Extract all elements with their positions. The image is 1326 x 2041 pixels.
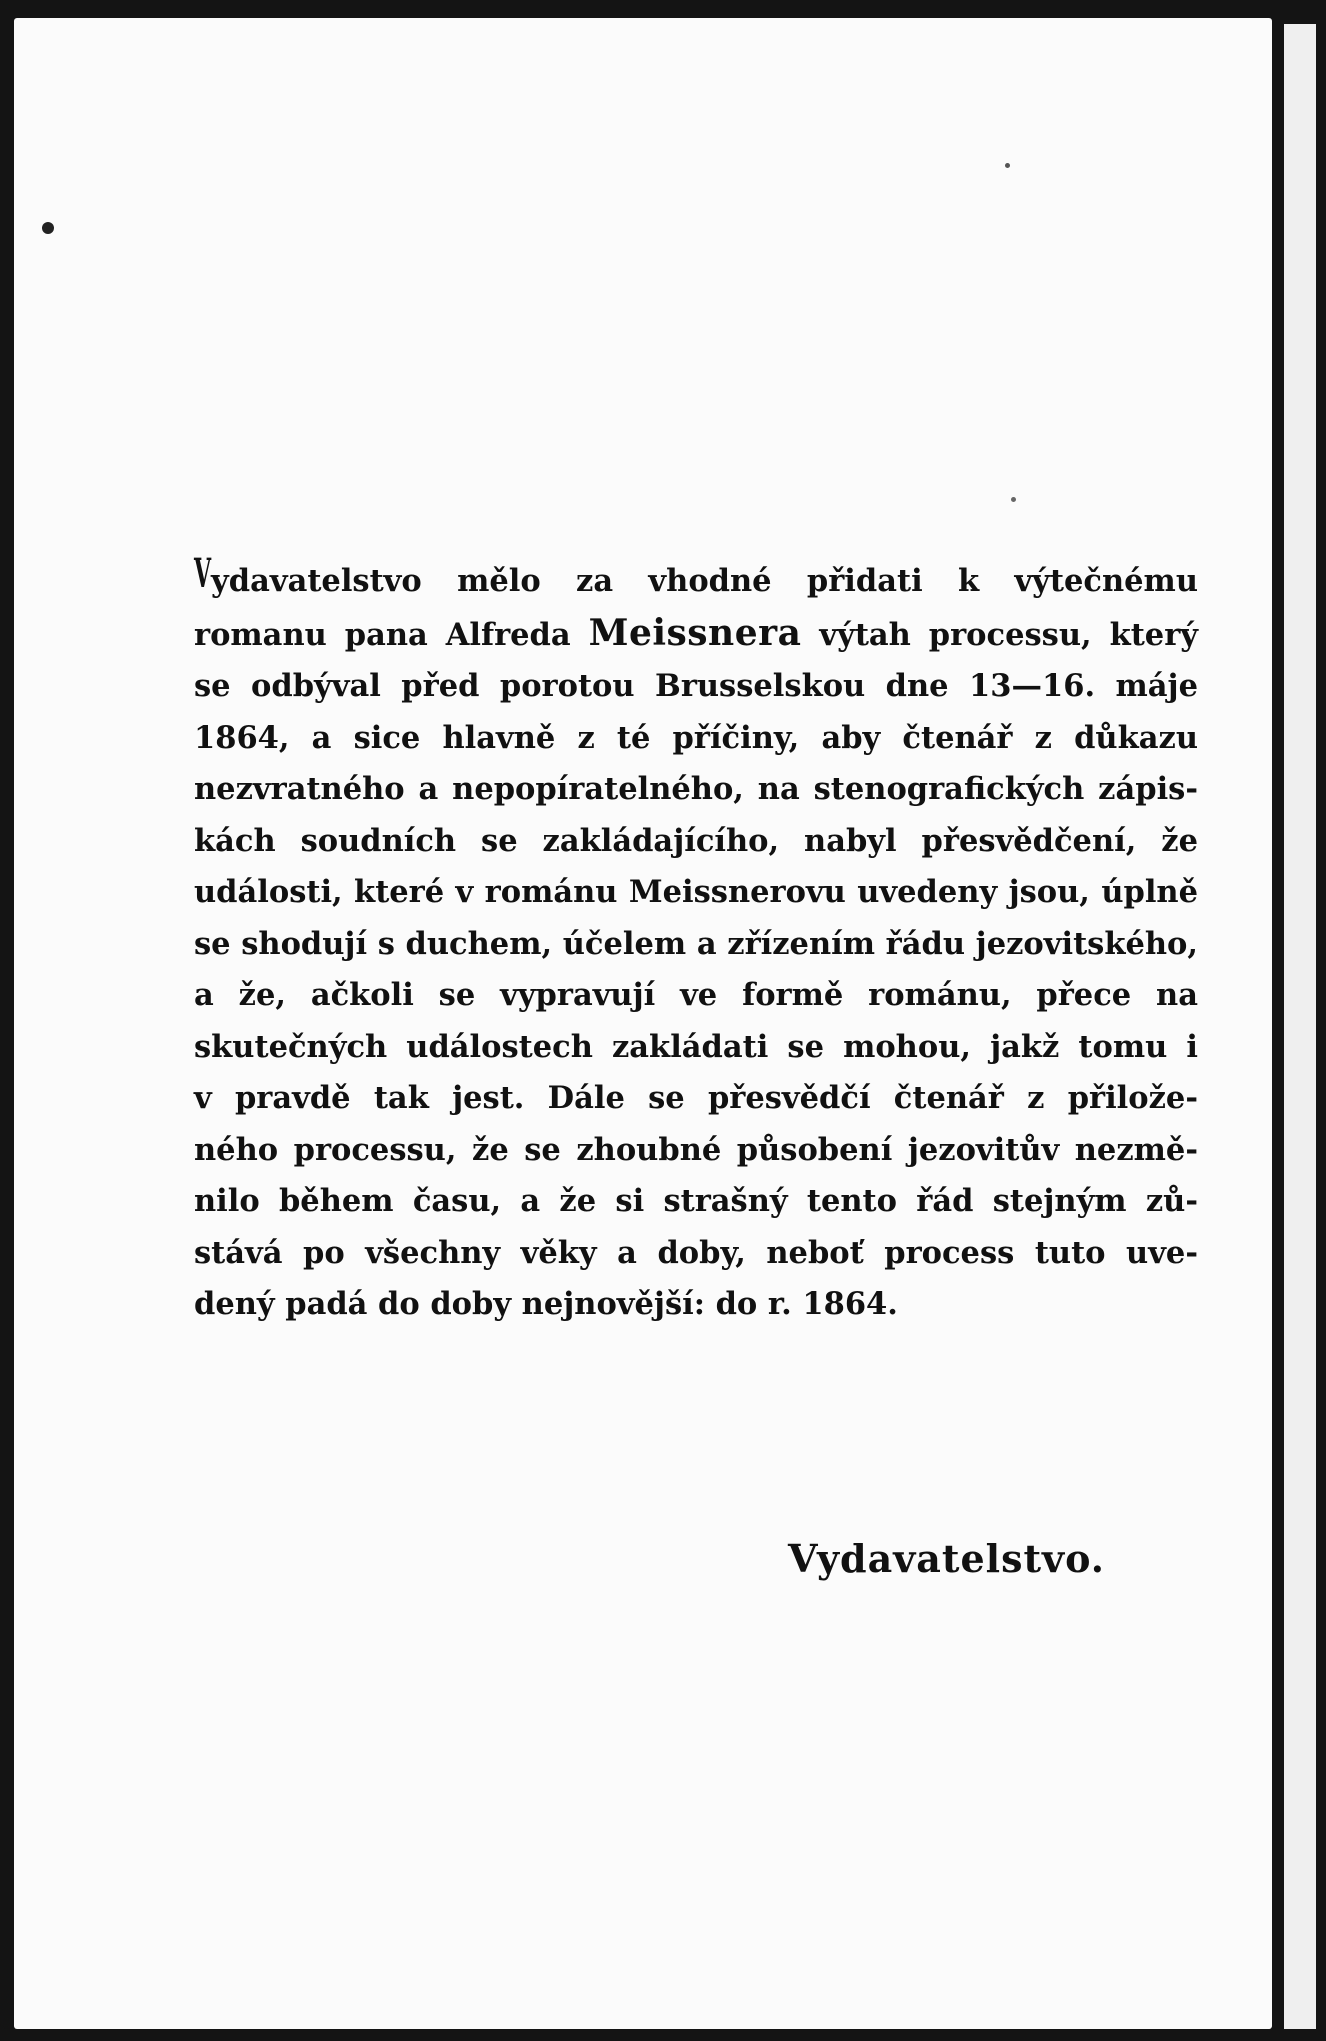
- ink-speck: [42, 222, 54, 234]
- author-name: Meissnera: [588, 611, 802, 654]
- line-text: v pravdě tak jest. Dále se přesvědčí čtenář z přilože-: [194, 1080, 1198, 1116]
- text-line-2: [194, 608, 1198, 662]
- line-text: nezvratného a nepopíratelného, na stenografických zápis-: [194, 771, 1198, 807]
- line-text: dený padá do doby nejnovější: do r. 1864.: [194, 1286, 898, 1322]
- text-line-5: [194, 764, 1198, 816]
- text-line-12: [194, 1125, 1198, 1177]
- line-text: skutečných událostech zakládati se mohou, jakž tomu i: [194, 1028, 1198, 1065]
- line-text: se odbýval před porotou Brusselskou dne 13—16. máje: [194, 668, 1198, 704]
- line-text: výtah processu, který: [801, 616, 1198, 653]
- text-line-7: [194, 867, 1198, 919]
- ink-speck: [1011, 497, 1016, 502]
- line-text: romanu pana Alfreda: [194, 616, 589, 653]
- line-text: nilo během času, a že si strašný tento řád stejným zů-: [194, 1183, 1198, 1219]
- text-line-11: [194, 1073, 1198, 1125]
- text-line-6: [194, 816, 1198, 868]
- line-text: 1864, a sice hlavně z té příčiny, aby čtenář z důkazu: [194, 719, 1198, 756]
- text-line-4: [194, 713, 1198, 765]
- text-line-1: [194, 550, 1198, 608]
- line-text: ydavatelstvo mělo za vhodné přidati k výtečnému: [211, 563, 1198, 599]
- text-line-10: [194, 1022, 1198, 1074]
- line-text: ného processu, že se zhoubné působení jezovitův nezmě-: [194, 1131, 1198, 1168]
- text-line-9: [194, 970, 1198, 1022]
- signature: Vydavatelstvo.: [788, 1536, 1106, 1581]
- text-line-15: [194, 1279, 1198, 1331]
- text-line-3: [194, 661, 1198, 713]
- text-line-14: [194, 1228, 1198, 1280]
- line-text: a že, ačkoli se vypravují ve formě románu, přece na: [194, 977, 1198, 1013]
- text-line-8: [194, 919, 1198, 971]
- adjacent-page-edge: [1284, 24, 1316, 2029]
- ink-speck: [1005, 163, 1010, 168]
- drop-initial: V: [194, 550, 212, 597]
- line-text: se shodují s duchem, účelem a zřízením řádu jezovitského,: [194, 925, 1198, 962]
- line-text: stává po všechny věky a doby, neboť process tuto uve-: [194, 1234, 1198, 1271]
- line-text: události, které v románu Meissnerovu uvedeny jsou, úplně: [194, 874, 1198, 910]
- line-text: kách soudních se zakládajícího, nabyl přesvědčení, že: [194, 822, 1198, 859]
- publisher-note-paragraph: [194, 550, 1198, 1331]
- text-line-13: [194, 1176, 1198, 1228]
